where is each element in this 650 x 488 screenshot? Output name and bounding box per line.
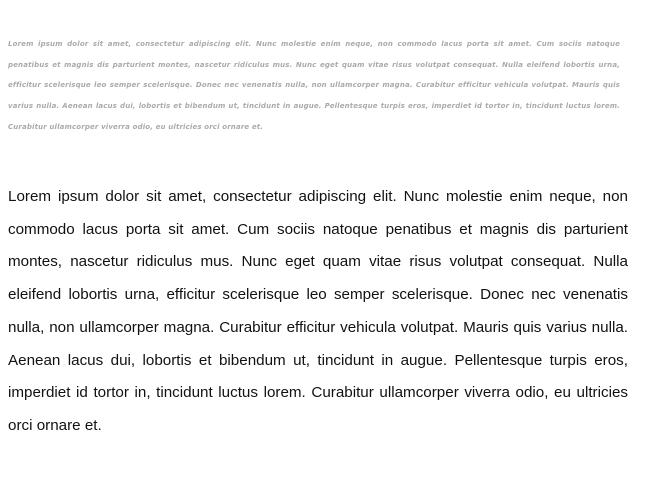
faint-paragraph: Lorem ipsum dolor sit amet, consectetur adipiscing elit. Nunc molestie enim neque, non commodo lacus porta sit amet. Cum sociis natoque penatibus et magnis dis parturient montes, nascetur ridiculus mus. Nunc eget quam vitae risus volutpat consequat. Nulla eleifend lobortis urna, efficitur scelerisque leo semper scelerisque. Donec nec venenatis nulla, non ullamcorper magna. Curabitur efficitur vehicula volutpat. Mauris quis varius nulla. Aenean lacus dui, lobortis et bibendum ut, tincidunt in augue. Pellentesque turpis eros, imperdiet id tortor in, tincidunt luctus lorem. Curabitur ullamcorper viverra odio, eu ultricies orci ornare et. xyxy=(8,40,620,131)
main-paragraph: Lorem ipsum dolor sit amet, consectetur adipiscing elit. Nunc molestie enim neque, non commodo lacus porta sit amet. Cum sociis natoque penatibus et magnis dis parturient montes, nascetur ridiculus mus. Nunc eget quam vitae risus volutpat consequat. Nulla eleifend lobortis urna, efficitur scelerisque leo semper scelerisque. Donec nec venenatis nulla, non ullamcorper magna. Curabitur efficitur vehicula volutpat. Mauris quis varius nulla. Aenean lacus dui, lobortis et bibendum ut, tincidunt in augue. Pellentesque turpis eros, imperdiet id tortor in, tincidunt luctus lorem. Curabitur ullamcorper viverra odio, eu ultricies orci ornare et. xyxy=(8,188,628,434)
